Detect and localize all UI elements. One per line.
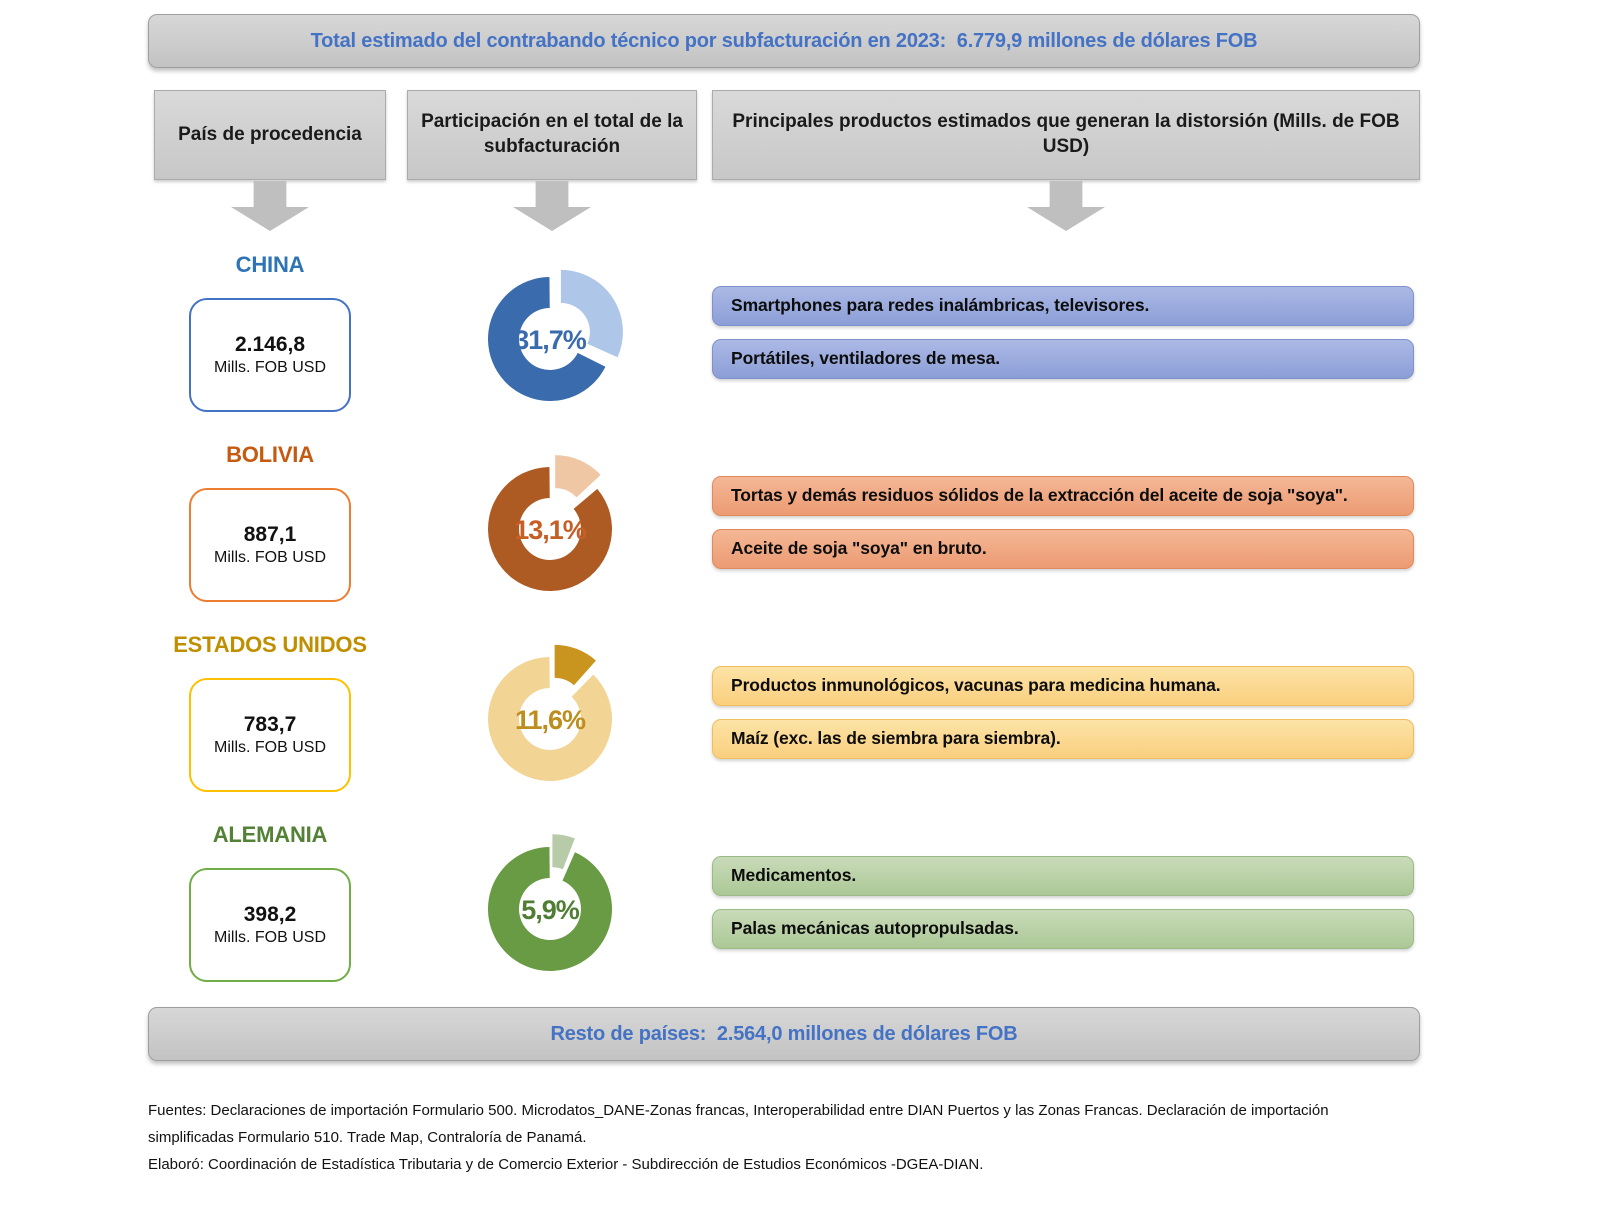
arrow-down-icon [231,181,309,231]
product-label: Medicamentos. [731,864,857,885]
product-bar [712,666,1414,706]
donut-percent-label: 13,1% [514,515,586,545]
donut-chart [472,439,632,605]
country-value-box [189,488,351,602]
arrow-down-icon [1027,181,1105,231]
product-label: Smartphones para redes inalámbricas, televisores. [731,294,1150,315]
footer-sources: Fuentes: Declaraciones de importación Formulario 500. Microdatos_DANE-Zonas francas, Interoperabilidad entre DIAN Puertos y las Zonas Francas. Declaración de importación simplificadas Formulario 510. Trade Map, Contraloría de Panamá. [148,1102,1329,1146]
country-name: ESTADOS UNIDOS [173,632,367,657]
product-bar [712,286,1414,326]
product-bar [712,476,1414,516]
country-value-unit: Mills. FOB USD [214,549,326,566]
country-name: CHINA [235,252,305,277]
country-row-china [148,237,1420,427]
footer [148,1097,1340,1178]
product-label: Aceite de soja "soya" en bruto. [731,537,987,558]
product-label: Tortas y demás residuos sólidos de la extracción del aceite de soja "soya". [731,484,1348,505]
country-value-box [189,678,351,792]
product-label: Maíz (exc. las de siembra para siembra). [731,727,1061,748]
country-value-unit: Mills. FOB USD [214,739,326,756]
donut-chart [472,249,632,415]
country-value-unit: Mills. FOB USD [214,359,326,376]
donut-percent-label: 5,9% [521,895,579,925]
country-value-box [189,868,351,982]
rest-banner [148,1007,1420,1061]
product-label: Palas mecánicas autopropulsadas. [731,917,1019,938]
donut-slice [555,455,600,497]
product-bar [712,909,1414,949]
product-label: Portátiles, ventiladores de mesa. [731,347,1001,368]
country-name: BOLIVIA [226,442,314,467]
product-label: Productos inmunológicos, vacunas para medicina humana. [731,674,1221,695]
arrow-down-icon [513,181,591,231]
column-headers [148,90,1420,180]
country-value: 887,1 [243,523,297,546]
header-pais-de-procedencia: País de procedencia [154,90,386,180]
donut-chart [472,819,632,985]
country-value-box [189,298,351,412]
total-banner [148,14,1420,68]
country-value: 398,2 [243,903,297,926]
country-row-alemania [148,807,1420,997]
infographic [148,0,1420,1178]
total-banner-text: Total estimado del contrabando técnico por subfacturación en 2023: 6.779,9 millones de dólares FOB [310,29,1258,52]
country-name: ALEMANIA [212,822,328,847]
header-principales-productos: Principales productos estimados que generan la distorsión (Mills. de FOB USD) [712,90,1420,180]
country-value: 2.146,8 [234,333,306,356]
donut-chart [472,629,632,795]
donut-percent-label: 11,6% [514,705,586,735]
header-participacion: Participación en el total de la subfacturación [407,90,697,180]
footer-credits: Elaboró: Coordinación de Estadística Tributaria y de Comercio Exterior - Subdirección de Estudios Económicos -DGEA-DIAN. [148,1156,984,1173]
product-bar [712,719,1414,759]
country-row-bolivia [148,427,1420,617]
country-row-estados-unidos [148,617,1420,807]
donut-percent-label: 31,7% [514,325,586,355]
product-bar [712,856,1414,896]
product-bar [712,339,1414,379]
header-arrows [148,181,1420,237]
country-value: 783,7 [243,713,297,736]
product-bar [712,529,1414,569]
country-value-unit: Mills. FOB USD [214,929,326,946]
rest-banner-text: Resto de países: 2.564,0 millones de dólares FOB [550,1022,1018,1045]
